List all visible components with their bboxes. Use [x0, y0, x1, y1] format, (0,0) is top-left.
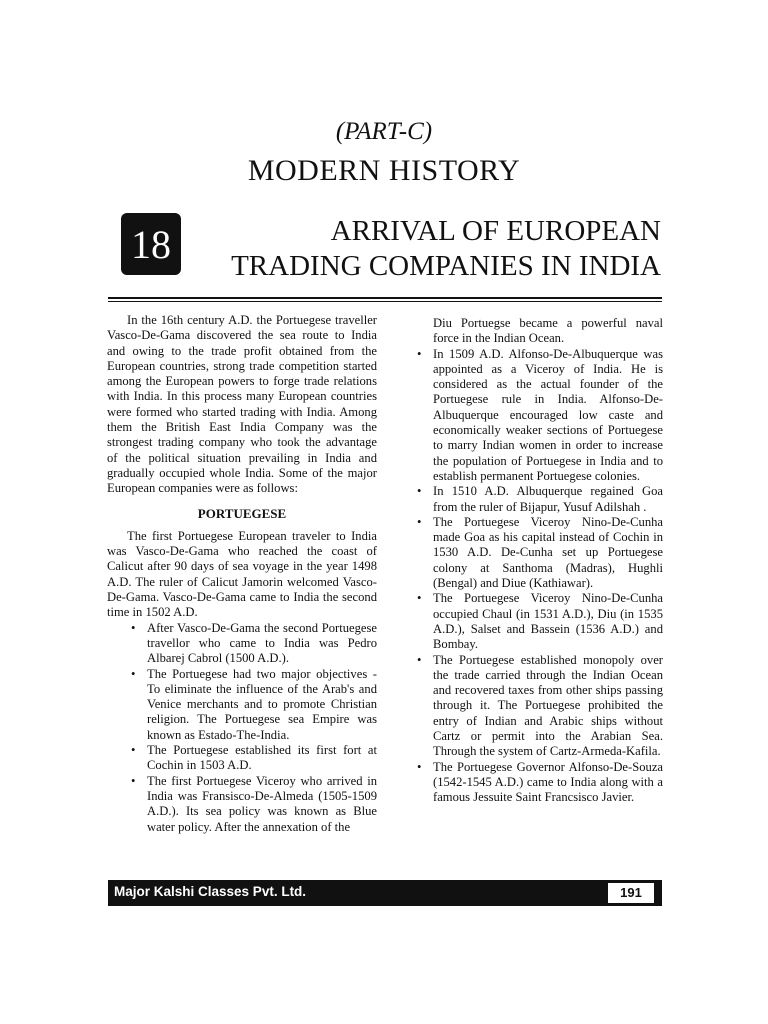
chapter-title — [181, 214, 661, 284]
list-item: • The Portuegese Governor Alfonso-De-Souza (1542-1545 A.D.) came to India along with a famous Jessuite Saint Francsisco Javier. — [415, 760, 663, 806]
left-bullet-list — [107, 621, 377, 835]
right-column — [415, 316, 663, 806]
header-rule-thin — [108, 301, 662, 302]
list-item: • The Portuegese established monopoly over the trade carried through the Indian Ocean and recovered taxes from other ships passing through it. The Portuegese prohibited the entry of Indian and Arabic ships without Cartz or permit into the Arabian Sea. Through the system of Cartz-Armeda-Kafila. — [415, 653, 663, 760]
left-column — [107, 313, 377, 835]
list-item: • The Portuegese Viceroy Nino-De-Cunha made Goa as his capital instead of Cochin in 1530 A.D. De-Cunha set up Portuegese colony at Santhoma (Madras), Hughli (Bengal) and Diue (Kathiawar). — [415, 515, 663, 591]
list-item: • The first Portuegese Viceroy who arrived in India was Fransisco-De-Almeda (1505-1509 A.D.). Its sea policy was known as Blue water policy. After the annexation of the — [129, 774, 377, 835]
list-item: • In 1510 A.D. Albuquerque regained Goa from the ruler of Bijapur, Yusuf Adilshah . — [415, 484, 663, 515]
right-bullet-list — [415, 347, 663, 806]
list-item: • The Portuegese established its first fort at Cochin in 1503 A.D. — [129, 743, 377, 774]
subheading-portuegese: PORTUEGESE — [197, 505, 287, 521]
section-title: MODERN HISTORY — [247, 154, 521, 187]
chapter-title-line2: TRADING COMPANIES IN INDIA — [231, 250, 661, 282]
header-rule-thick — [108, 297, 662, 299]
list-item: • The Portuegese had two major objectives - To eliminate the influence of the Arab's and Venice merchants and to promote Christian religion. The Portuegese sea Empire was known as Estado-The-India. — [129, 667, 377, 743]
publisher-name: Major Kalshi Classes Pvt. Ltd. — [114, 884, 307, 899]
chapter-number-badge — [121, 213, 181, 275]
portuegese-paragraph: The first Portuegese European traveler to India was Vasco-De-Gama who reached the coast of Calicut after 90 days of sea voyage in the year 1498 A.D. The ruler of Calicut Jamorin welcomed Vasco-De-Gama. Vasco-De-Gama came to India the second time in 1502 A.D. — [107, 528, 377, 620]
list-item: • The Portuegese Viceroy Nino-De-Cunha occupied Chaul (in 1531 A.D.), Diu (in 1535 A.D.), Salset and Bassein (1536 A.D.) and Bombay. — [415, 591, 663, 652]
continuation-paragraph: Diu Portuegse became a powerful naval force in the Indian Ocean. — [433, 316, 663, 346]
intro-paragraph: In the 16th century A.D. the Portuegese traveller Vasco-De-Gama discovered the sea route to India and owing to the trade profit obtained from the European countries, strong trade competition started among the European powers to forge trade relations with India. In this process many European countries were formed who started trading with India. Among them the British East India Company was the strongest trading company who took the advantage of the political situation prevailing in India and gradually occupied whole India. Some of the major European companies were as follows: — [107, 313, 377, 496]
footer-bar — [108, 880, 662, 906]
list-item: • After Vasco-De-Gama the second Portuegese travellor who came to India was Pedro Albarej Cabrol (1500 A.D.). — [129, 621, 377, 667]
chapter-number: 18 — [131, 221, 171, 267]
list-item: • In 1509 A.D. Alfonso-De-Albuquerque was appointed as a Viceroy of India. He is considered as the actual founder of the Portuegese rule in India. Alfonso-De-Albuquerque encouraged low caste and economically weaker sections of Portuegese to marry Indian women in order to increase the population of Portuegese in India and to establish permanent Portuegese colonies. — [415, 347, 663, 485]
page-number: 191 — [608, 883, 654, 903]
part-label: (PART-C) — [335, 118, 433, 145]
chapter-title-line1: ARRIVAL OF EUROPEAN — [330, 215, 661, 247]
